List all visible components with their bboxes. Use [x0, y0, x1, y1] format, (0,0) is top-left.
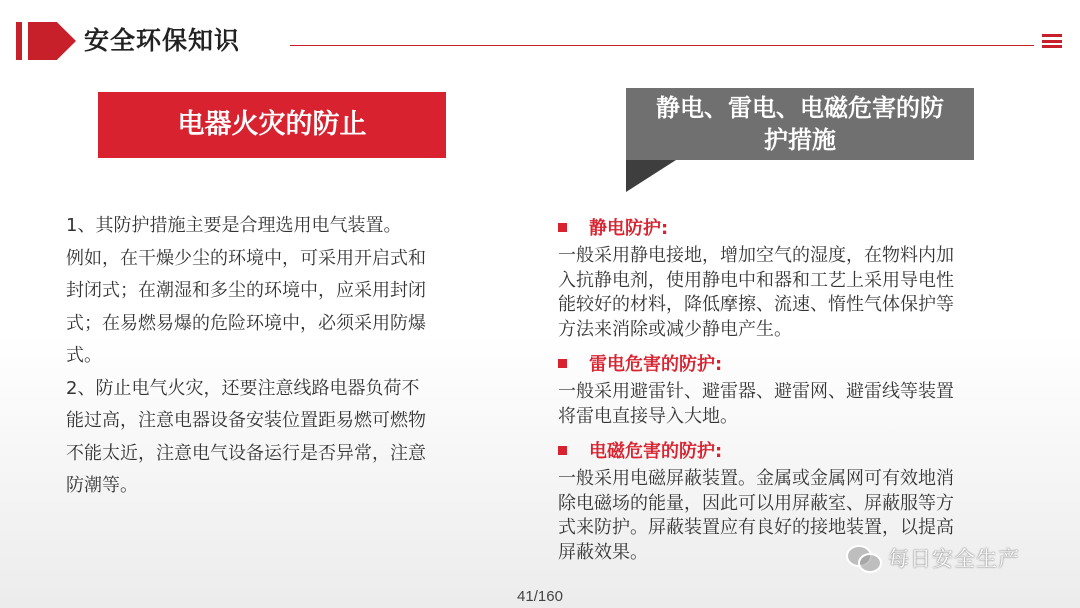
bullet-square-icon — [558, 446, 567, 455]
header-title: 安全环保知识 — [84, 26, 241, 55]
section-heading-electromagnetic: 电磁危害的防护: — [558, 437, 1028, 467]
left-line: 封闭式；在潮湿和多尘的环境中，应采用封闭 — [66, 280, 426, 301]
banner-right-line2: 护措施 — [764, 126, 836, 154]
fire-prevention-text — [66, 210, 496, 503]
page-number: 41/160 — [517, 588, 563, 605]
banner-static-protection — [626, 88, 974, 160]
watermark-text: 每日安全生产 — [888, 547, 1020, 571]
bullet-square-icon — [558, 359, 567, 368]
body-line: 将雷电直接导入大地。 — [558, 405, 738, 427]
wechat-icon — [846, 543, 882, 573]
left-line: 不能太近，注意电气设备运行是否异常，注意 — [66, 442, 426, 464]
banner-right-line1: 静电、雷电、电磁危害的防 — [656, 94, 944, 122]
logo-bar — [16, 22, 22, 60]
hamburger-menu-icon[interactable] — [1042, 34, 1062, 48]
section-body-static — [558, 244, 1028, 342]
bullet-square-icon — [558, 223, 567, 232]
left-line: 2、防止电气火灾，还要注意线路电器负荷不 — [66, 377, 420, 399]
body-line: 入抗静电剂，使用静电中和器和工艺上采用导电性 — [558, 269, 954, 291]
body-line: 式来防护。屏蔽装置应有良好的接地装置，以提高 — [558, 517, 954, 538]
body-line: 一般采用静电接地，增加空气的湿度，在物料内加 — [558, 245, 954, 266]
header-divider — [290, 45, 1034, 46]
protection-measures — [558, 214, 1028, 573]
section-heading-lightning: 雷电危害的防护: — [558, 350, 1028, 380]
left-line: 例如，在干燥少尘的环境中，可采用开启式和 — [66, 247, 426, 269]
banner-fire-prevention: 电器火灾的防止 — [98, 92, 446, 158]
body-line: 能较好的材料，降低摩擦、流速、惰性气体保护等 — [558, 294, 954, 315]
body-line: 一般采用避雷针、避雷器、避雷网、避雷线等装置 — [558, 381, 954, 402]
watermark — [846, 542, 1020, 574]
body-line: 方法来消除或减少静电产生。 — [558, 318, 792, 340]
banner-fold-left — [396, 158, 446, 192]
left-line: 式。 — [66, 345, 102, 366]
left-line: 1、其防护措施主要是合理选用电气装置。 — [66, 215, 402, 236]
section-heading-static: 静电防护: — [558, 214, 1028, 244]
left-line: 防潮等。 — [66, 475, 138, 496]
left-line: 能过高，注意电器设备安装位置距易燃可燃物 — [66, 410, 426, 431]
left-line: 式；在易燃易爆的危险环境中，必须采用防爆 — [66, 312, 426, 334]
body-line: 屏蔽效果。 — [558, 541, 648, 563]
banner-fold-right — [626, 160, 676, 192]
logo-arrow-icon — [28, 22, 76, 60]
body-line: 除电磁场的能量，因此可以用屏蔽室、屏蔽服等方 — [558, 492, 954, 514]
section-body-lightning — [558, 380, 1028, 429]
body-line: 一般采用电磁屏蔽装置。金属或金属网可有效地消 — [558, 468, 954, 489]
